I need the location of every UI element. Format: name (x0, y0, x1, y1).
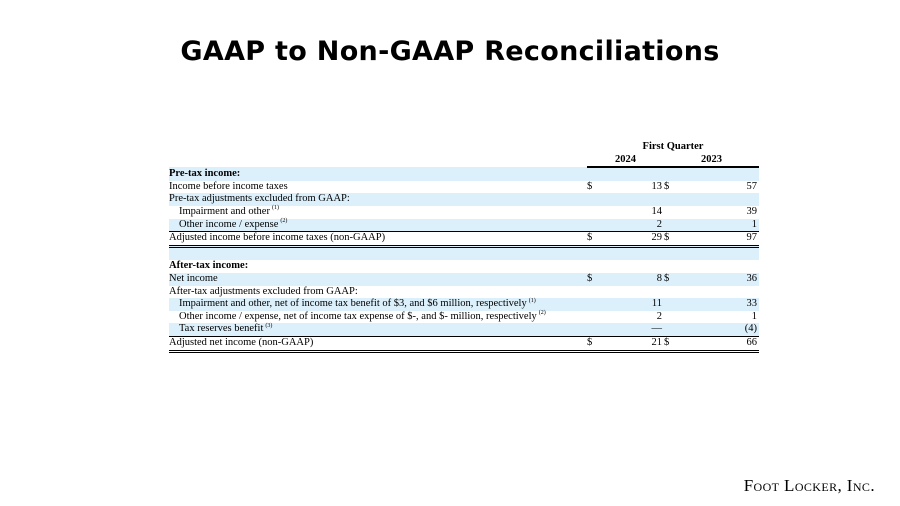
table-row (169, 206, 759, 219)
year-2024-header: 2024 (587, 154, 664, 168)
row-label-text: Net income (169, 272, 218, 284)
year-header-row (169, 154, 759, 168)
footnote-marker: (1) (528, 297, 536, 304)
total-row (169, 336, 759, 351)
page-title: GAAP to Non-GAAP Reconciliations (180, 36, 720, 67)
currency-2023 (664, 311, 686, 324)
currency-2023 (664, 167, 686, 181)
currency-2023: $ (664, 273, 686, 286)
value-2023: 66 (686, 336, 759, 351)
currency-2024 (587, 246, 609, 260)
currency-2024: $ (587, 336, 609, 351)
value-2024: 21 (609, 336, 664, 351)
value-2023: 39 (746, 205, 757, 217)
year-2023-header: 2023 (664, 154, 759, 168)
reconciliation-table (169, 141, 759, 353)
currency-2024 (587, 286, 609, 299)
value-2024: 8 (609, 273, 664, 286)
currency-2023 (664, 323, 686, 336)
value-2023: 36 (686, 273, 759, 286)
value-2024 (609, 260, 664, 273)
currency-2024 (587, 260, 609, 273)
value-2023: 1 (686, 219, 759, 232)
table-row (169, 181, 759, 194)
row-label (169, 181, 587, 194)
currency-2023 (664, 286, 686, 299)
currency-2023: $ (664, 336, 686, 351)
section-header-row (169, 167, 759, 181)
row-label (169, 232, 587, 247)
value-2023 (686, 167, 759, 181)
currency-2023: $ (664, 180, 670, 192)
row-label (169, 323, 587, 336)
currency-2023 (664, 206, 686, 219)
value-2023 (686, 193, 759, 206)
value-2023: 33 (686, 298, 759, 311)
currency-2023 (664, 260, 686, 273)
row-label-text: Other income / expense, net of income tax expense of $-, and $- million, respectively (179, 310, 537, 322)
currency-2024 (587, 206, 609, 219)
total-row (169, 232, 759, 247)
row-label (169, 193, 587, 206)
currency-2023 (664, 193, 686, 206)
value-2023: 57 (746, 180, 757, 192)
row-label-text: Pre-tax adjustments excluded from GAAP: (169, 193, 350, 205)
row-label (169, 311, 587, 324)
currency-2024 (587, 219, 609, 232)
value-2024: 2 (609, 219, 664, 232)
value-2023: 1 (751, 310, 757, 322)
currency-2023: $ (664, 232, 686, 247)
table-row (169, 323, 759, 336)
value-2024 (609, 246, 664, 260)
table-row (169, 219, 759, 232)
row-label (169, 206, 587, 219)
section-header-row (169, 260, 759, 273)
foot-locker-logo: Foot Locker, Inc. (743, 476, 875, 495)
row-label-text: Impairment and other (179, 205, 270, 217)
value-2023 (686, 286, 759, 299)
row-label-text: Income before income taxes (169, 180, 288, 192)
value-2024: — (609, 323, 664, 336)
row-label-text: After-tax income: (169, 260, 249, 272)
currency-2024: $ (587, 180, 593, 192)
footnote-marker: (3) (265, 322, 273, 329)
row-label (169, 260, 587, 273)
period-header: First Quarter (642, 141, 704, 152)
value-2024 (609, 167, 664, 181)
currency-2024 (587, 167, 609, 181)
value-2024: 2 (656, 310, 662, 322)
row-label-text: Impairment and other, net of income tax benefit of $3, and $6 million, respectively (179, 298, 527, 310)
row-label (169, 336, 587, 351)
table-row (169, 193, 759, 206)
value-2024 (609, 193, 664, 206)
row-label-text: Other income / expense (179, 218, 279, 230)
table-row (169, 273, 759, 286)
table-row (169, 286, 759, 299)
row-label-text: Pre-tax income: (169, 167, 241, 179)
currency-2024: $ (587, 232, 609, 247)
footnote-marker: (2) (280, 218, 288, 225)
spacer-row (169, 246, 759, 260)
currency-2024 (587, 298, 609, 311)
value-2024: 29 (609, 232, 664, 247)
value-2023: 97 (686, 232, 759, 247)
currency-2023 (664, 246, 686, 260)
footnote-marker: (2) (538, 310, 546, 317)
row-label (169, 167, 587, 181)
value-2023: (4) (686, 323, 759, 336)
value-2023 (686, 246, 759, 260)
row-label-text: Adjusted net income (non-GAAP) (169, 336, 314, 348)
currency-2024 (587, 311, 609, 324)
value-2024: 11 (609, 298, 664, 311)
value-2024 (609, 286, 664, 299)
currency-2024 (587, 193, 609, 206)
currency-2024: $ (587, 273, 609, 286)
period-header-row (169, 141, 759, 154)
value-2024: 13 (651, 180, 662, 192)
row-label (169, 298, 587, 311)
footnote-marker: (1) (271, 205, 279, 212)
row-label-text: Tax reserves benefit (179, 323, 264, 335)
row-label-text: Adjusted income before income taxes (non-GAAP) (169, 232, 386, 244)
row-label-text: After-tax adjustments excluded from GAAP: (169, 285, 358, 297)
value-2023 (686, 260, 759, 273)
currency-2023 (664, 298, 686, 311)
row-label (169, 273, 587, 286)
table-row (169, 298, 759, 311)
row-label (169, 219, 587, 232)
currency-2023 (664, 219, 686, 232)
row-label (169, 286, 587, 299)
value-2024: 14 (651, 205, 662, 217)
currency-2024 (587, 323, 609, 336)
row-label (169, 246, 587, 260)
table-row (169, 311, 759, 324)
